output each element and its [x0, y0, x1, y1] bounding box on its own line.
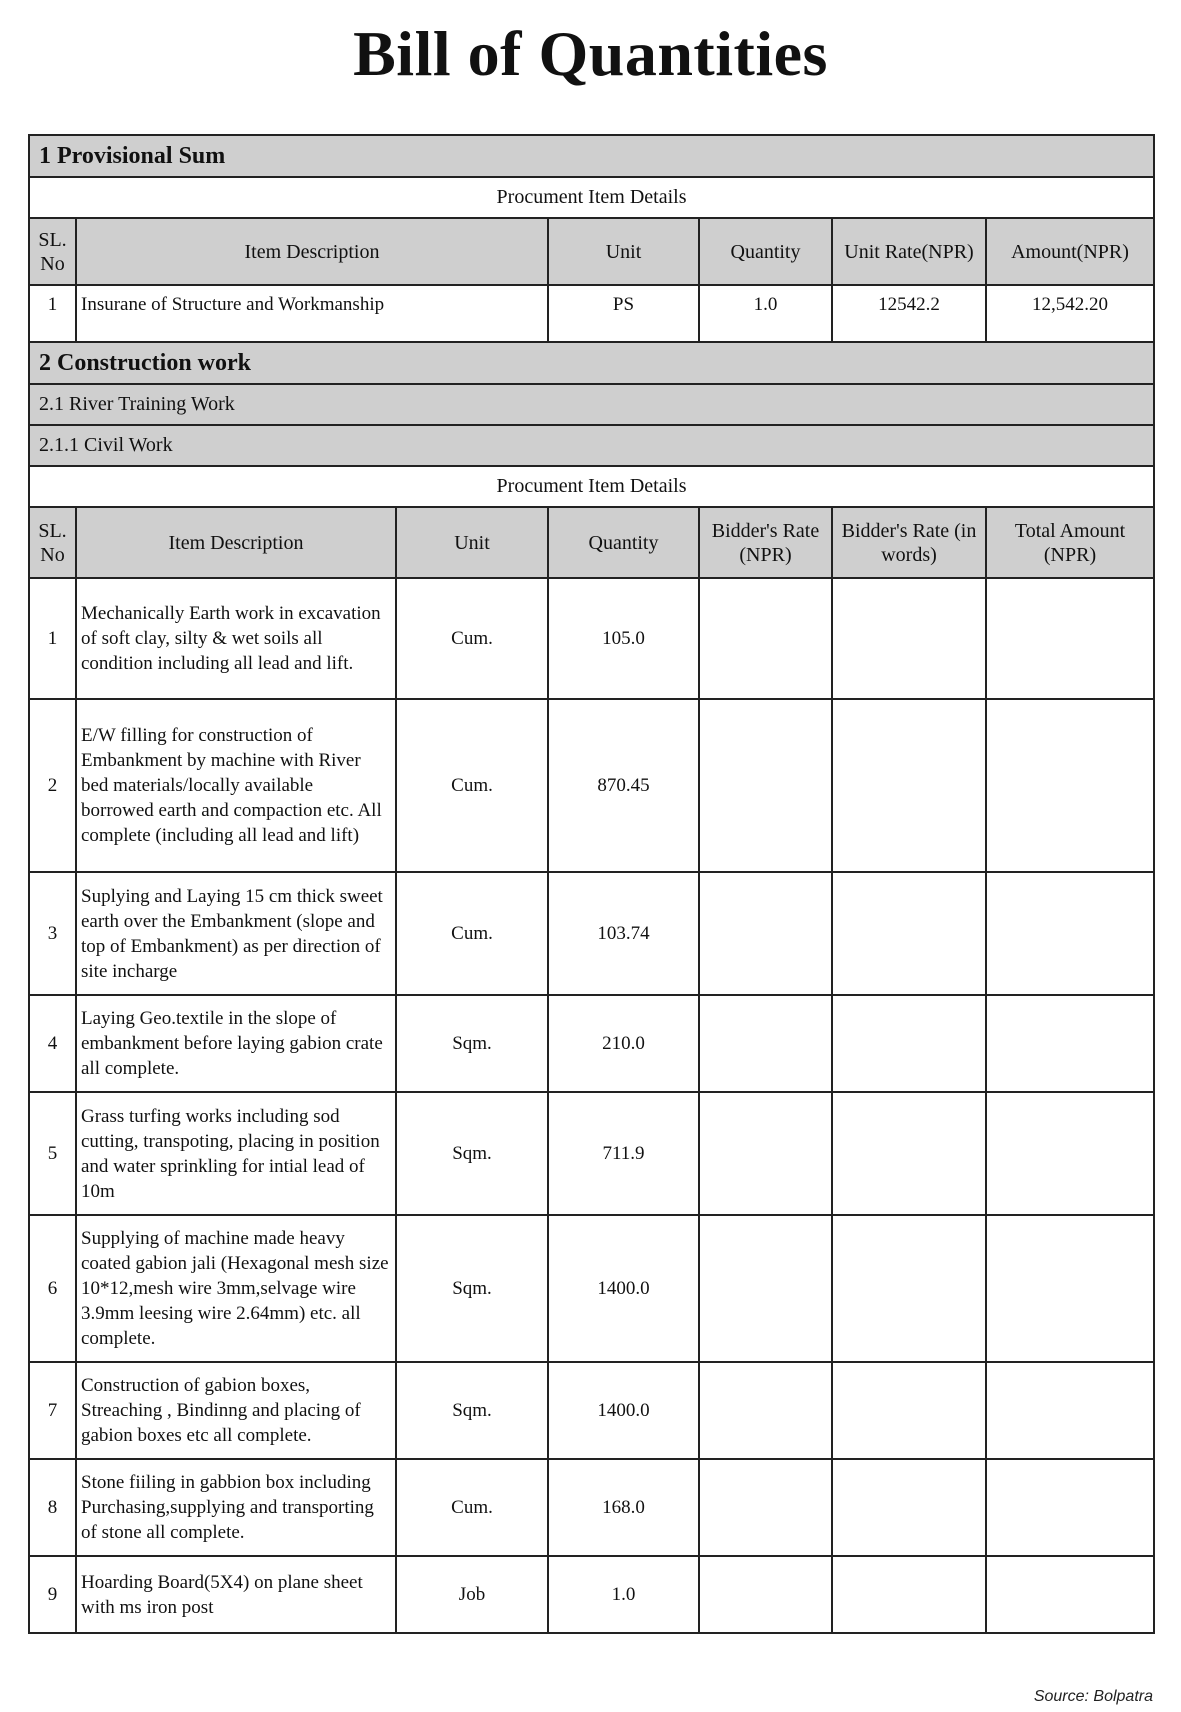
quantity-cell: 711.9 [548, 1092, 699, 1215]
sl-cell: 1 [29, 285, 76, 342]
unit-cell: Job [396, 1556, 548, 1633]
procurement-label-row [29, 466, 1154, 507]
procurement-label: Procument Item Details [29, 177, 1154, 218]
bidder-rate-words-cell[interactable] [832, 1362, 986, 1459]
description-cell: Construction of gabion boxes, Streaching , Bindinng and placing of gabion boxes etc all complete. [76, 1362, 396, 1459]
bidder-rate-cell[interactable] [699, 1215, 832, 1362]
quantity-cell: 870.45 [548, 699, 699, 872]
column-header-row [29, 218, 1154, 285]
quantity-cell: 168.0 [548, 1459, 699, 1556]
sl-cell: 2 [29, 699, 76, 872]
section-heading: 2 Construction work [29, 342, 1154, 384]
total-amount-cell[interactable] [986, 578, 1154, 699]
column-header: Unit [548, 218, 699, 285]
total-amount-cell[interactable] [986, 872, 1154, 995]
column-header: Unit Rate(NPR) [832, 218, 986, 285]
section-header-row [29, 342, 1154, 384]
bidder-rate-cell[interactable] [699, 995, 832, 1092]
column-header: Total Amount (NPR) [986, 507, 1154, 578]
table-row [29, 1556, 1154, 1633]
bill-of-quantities-table [28, 134, 1155, 1634]
total-amount-cell[interactable] [986, 1092, 1154, 1215]
unit-cell: PS [548, 285, 699, 342]
table-row [29, 1092, 1154, 1215]
sl-cell: 3 [29, 872, 76, 995]
column-header: Amount(NPR) [986, 218, 1154, 285]
description-cell: Grass turfing works including sod cutting, transpoting, placing in position and water sprinkling for intial lead of 10m [76, 1092, 396, 1215]
table-row [29, 578, 1154, 699]
subsection-heading: 2.1 River Training Work [29, 384, 1154, 425]
sl-cell: 6 [29, 1215, 76, 1362]
column-header: Bidder's Rate (in words) [832, 507, 986, 578]
bidder-rate-cell[interactable] [699, 1459, 832, 1556]
quantity-cell: 1.0 [548, 1556, 699, 1633]
subsection-heading: 2.1.1 Civil Work [29, 425, 1154, 466]
procurement-label-row [29, 177, 1154, 218]
bidder-rate-words-cell[interactable] [832, 1092, 986, 1215]
total-amount-cell[interactable] [986, 1215, 1154, 1362]
source-credit: Source: Bolpatra [1033, 1688, 1153, 1705]
bidder-rate-words-cell[interactable] [832, 578, 986, 699]
unit-cell: Sqm. [396, 1215, 548, 1362]
sl-cell: 8 [29, 1459, 76, 1556]
unit-cell: Cum. [396, 699, 548, 872]
column-header: Quantity [699, 218, 832, 285]
bidder-rate-words-cell[interactable] [832, 699, 986, 872]
description-cell: Laying Geo.textile in the slope of embankment before laying gabion crate all complete. [76, 995, 396, 1092]
column-header: Item Description [76, 218, 548, 285]
unit-cell: Cum. [396, 578, 548, 699]
total-amount-cell[interactable] [986, 699, 1154, 872]
unit-cell: Sqm. [396, 995, 548, 1092]
bidder-rate-words-cell[interactable] [832, 995, 986, 1092]
description-cell: Mechanically Earth work in excavation of soft clay, silty & wet soils all condition including all lead and lift. [76, 578, 396, 699]
column-header: SL. No [29, 218, 76, 285]
rate-cell: 12542.2 [832, 285, 986, 342]
procurement-label: Procument Item Details [29, 466, 1154, 507]
total-amount-cell[interactable] [986, 995, 1154, 1092]
total-amount-cell[interactable] [986, 1362, 1154, 1459]
description-cell: Stone fiiling in gabbion box including Purchasing,supplying and transporting of stone all complete. [76, 1459, 396, 1556]
column-header: Item Description [76, 507, 396, 578]
page-title: Bill of Quantities [353, 18, 828, 89]
unit-cell: Cum. [396, 872, 548, 995]
bidder-rate-cell[interactable] [699, 872, 832, 995]
quantity-cell: 210.0 [548, 995, 699, 1092]
section-header-row [29, 135, 1154, 177]
table-row [29, 1362, 1154, 1459]
bidder-rate-words-cell[interactable] [832, 1215, 986, 1362]
column-header: Quantity [548, 507, 699, 578]
description-cell: E/W filling for construction of Embankment by machine with River bed materials/locally available borrowed earth and compaction etc. All complete (including all lead and lift) [76, 699, 396, 872]
sl-cell: 1 [29, 578, 76, 699]
column-header: SL. No [29, 507, 76, 578]
unit-cell: Cum. [396, 1459, 548, 1556]
table-row [29, 285, 1154, 342]
description-cell: Suplying and Laying 15 cm thick sweet earth over the Embankment (slope and top of Embankment) as per direction of site incharge [76, 872, 396, 995]
unit-cell: Sqm. [396, 1362, 548, 1459]
column-header: Bidder's Rate (NPR) [699, 507, 832, 578]
table-row [29, 1459, 1154, 1556]
total-amount-cell[interactable] [986, 1556, 1154, 1633]
description-cell: Insurane of Structure and Workmanship [76, 285, 548, 342]
quantity-cell: 105.0 [548, 578, 699, 699]
quantity-cell: 103.74 [548, 872, 699, 995]
table-row [29, 995, 1154, 1092]
quantity-cell: 1.0 [699, 285, 832, 342]
bidder-rate-cell[interactable] [699, 1092, 832, 1215]
bidder-rate-words-cell[interactable] [832, 1556, 986, 1633]
bidder-rate-words-cell[interactable] [832, 1459, 986, 1556]
quantity-cell: 1400.0 [548, 1362, 699, 1459]
total-amount-cell[interactable] [986, 1459, 1154, 1556]
description-cell: Hoarding Board(5X4) on plane sheet with ms iron post [76, 1556, 396, 1633]
quantity-cell: 1400.0 [548, 1215, 699, 1362]
bidder-rate-words-cell[interactable] [832, 872, 986, 995]
section-heading: 1 Provisional Sum [29, 135, 1154, 177]
subsection-row [29, 384, 1154, 425]
subsection-row [29, 425, 1154, 466]
sl-cell: 5 [29, 1092, 76, 1215]
bidder-rate-cell[interactable] [699, 578, 832, 699]
description-cell: Supplying of machine made heavy coated gabion jali (Hexagonal mesh size 10*12,mesh wire 3mm,selvage wire 3.9mm leesing wire 2.64mm) etc. all complete. [76, 1215, 396, 1362]
table-row [29, 1215, 1154, 1362]
unit-cell: Sqm. [396, 1092, 548, 1215]
bidder-rate-cell[interactable] [699, 699, 832, 872]
table-row [29, 872, 1154, 995]
bidder-rate-cell[interactable] [699, 1362, 832, 1459]
bidder-rate-cell[interactable] [699, 1556, 832, 1633]
sl-cell: 4 [29, 995, 76, 1092]
table-row [29, 699, 1154, 872]
amount-cell: 12,542.20 [986, 285, 1154, 342]
column-header: Unit [396, 507, 548, 578]
column-header-row [29, 507, 1154, 578]
sl-cell: 9 [29, 1556, 76, 1633]
sl-cell: 7 [29, 1362, 76, 1459]
